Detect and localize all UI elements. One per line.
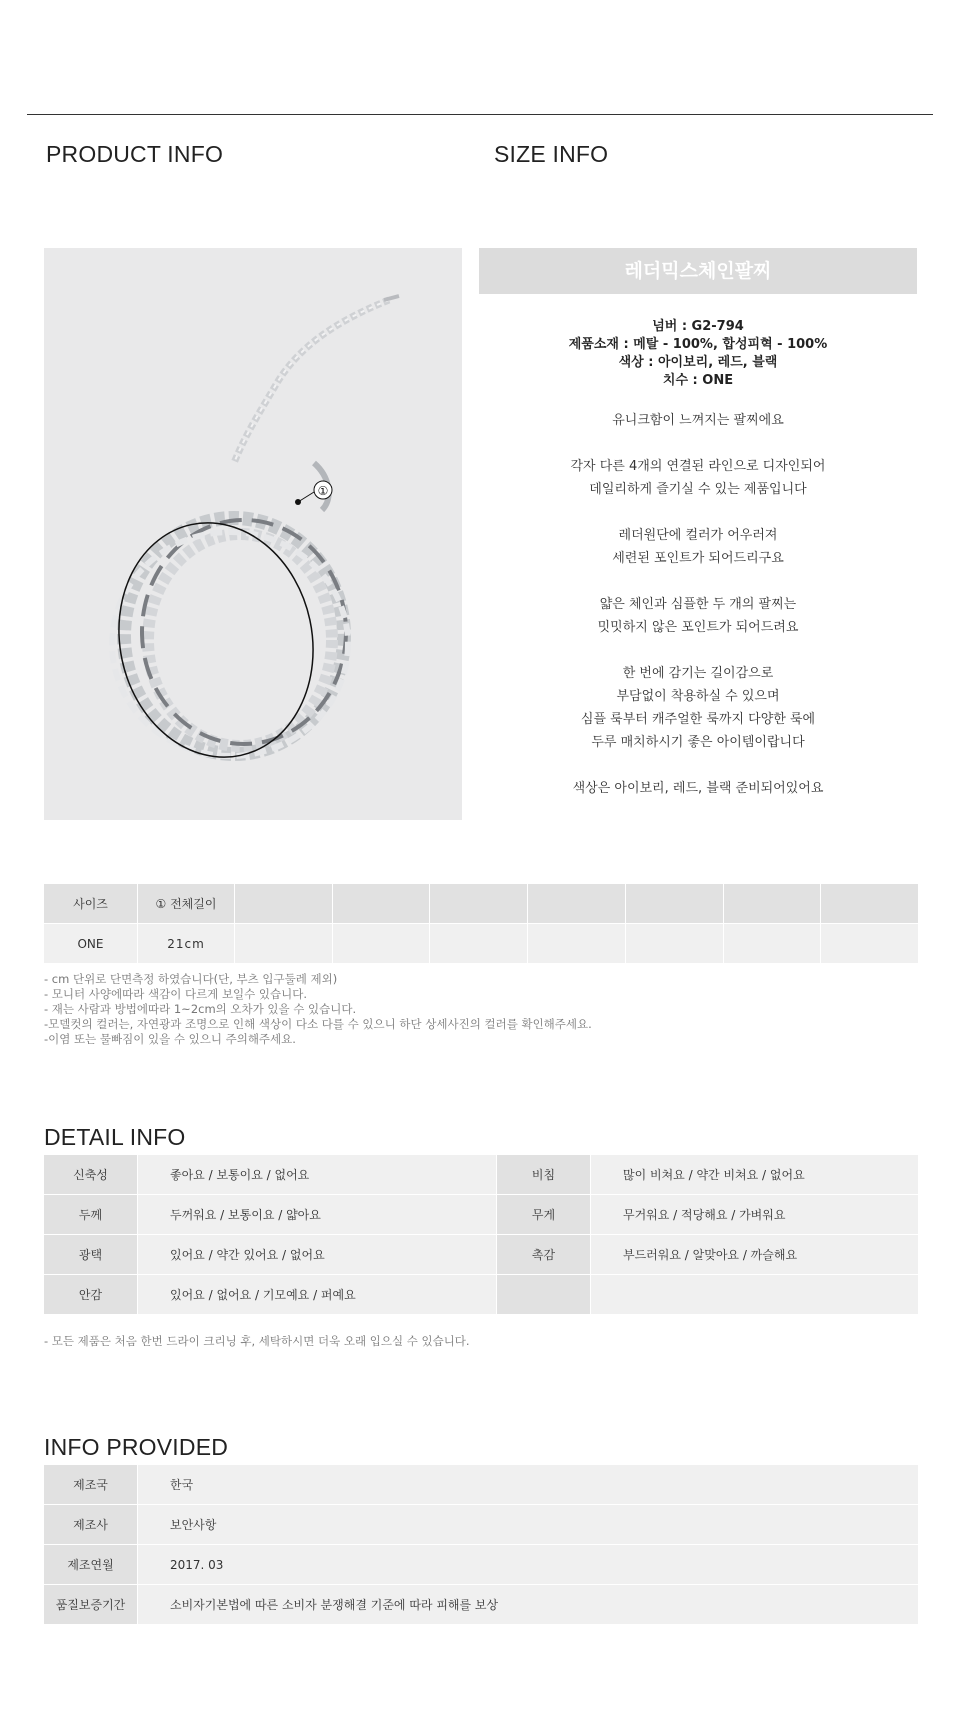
info-value: 보안사항: [138, 1505, 918, 1544]
size-cell: [626, 924, 723, 963]
detail-row: [44, 1195, 918, 1234]
bracelet-image: [44, 248, 462, 820]
size-header-cell: [724, 884, 821, 923]
info-value: 소비자기본법에 따른 소비자 분쟁해결 기준에 따라 피해를 보상: [138, 1585, 918, 1624]
detail-row: [44, 1155, 918, 1194]
info-label: 품질보증기간: [44, 1585, 137, 1624]
desc-paragraph: 한 번에 감기는 길이감으로 부담없이 착용하실 수 있으며 심플 룩부터 캐주얼한 룩까지 다양한 룩에 두루 매치하시기 좋은 아이템이랍니다: [580, 666, 816, 750]
desc-paragraph: 유니크함이 느껴지는 팔찌에요: [612, 413, 784, 428]
info-provided-heading: INFO PROVIDED: [44, 1434, 229, 1460]
detail-label: 비침: [497, 1155, 590, 1194]
detail-info-heading: DETAIL INFO: [44, 1124, 186, 1150]
product-material: 제품소재 : 메탈 - 100%, 합성피혁 - 100%: [568, 337, 828, 352]
info-label: 제조국: [44, 1465, 137, 1504]
info-value: 한국: [138, 1465, 918, 1504]
detail-value: 부드러워요 / 알맞아요 / 까슬해요: [591, 1235, 918, 1274]
detail-label: 무게: [497, 1195, 590, 1234]
size-note: -이염 또는 물빠짐이 있을 수 있으니 주의해주세요.: [44, 1032, 296, 1046]
size-header-cell: [821, 884, 918, 923]
desc-paragraph: 레더원단에 컬러가 어우러져 세련된 포인트가 되어드리구요: [612, 528, 784, 566]
size-cell: [724, 924, 821, 963]
size-header-cell: 사이즈: [44, 884, 137, 923]
size-table-header: [44, 884, 918, 923]
info-row: [44, 1545, 918, 1584]
info-label: 제조사: [44, 1505, 137, 1544]
size-note: - 모니터 사양에따라 색감이 다르게 보일수 있습니다.: [44, 987, 308, 1001]
detail-label: [497, 1275, 590, 1314]
detail-row: [44, 1275, 918, 1314]
size-header-cell: ① 전체길이: [138, 884, 234, 923]
detail-row: [44, 1235, 918, 1274]
size-cell: [333, 924, 430, 963]
size-header-cell: [528, 884, 625, 923]
info-row: [44, 1585, 918, 1624]
desc-paragraph: 색상은 아이보리, 레드, 블랙 준비되어있어요: [572, 781, 824, 796]
product-info-heading: PRODUCT INFO: [46, 141, 224, 167]
detail-label: 촉감: [497, 1235, 590, 1274]
desc-paragraph: 얇은 체인과 심플한 두 개의 팔찌는 밋밋하지 않은 포인트가 되어드려요: [597, 597, 799, 635]
size-cell: [235, 924, 332, 963]
top-divider: [27, 114, 933, 115]
detail-value: [591, 1275, 918, 1314]
detail-value: 좋아요 / 보통이요 / 없어요: [138, 1155, 496, 1194]
photo-marker: ①: [317, 484, 329, 498]
size-cell: 21cm: [138, 924, 234, 963]
product-photo: [44, 248, 462, 820]
product-description: [479, 409, 917, 823]
size-note: - 재는 사람과 방법에따라 1~2cm의 오차가 있을 수 있습니다.: [44, 1002, 357, 1016]
desc-paragraph: 각자 다른 4개의 연결된 라인으로 디자인되어 데일리하게 즐기실 수 있는 제품입니다: [570, 459, 826, 497]
size-cell: [430, 924, 527, 963]
detail-label: 광택: [44, 1235, 137, 1274]
info-label: 제조연월: [44, 1545, 137, 1584]
size-table-row: [44, 924, 918, 963]
size-info-heading: SIZE INFO: [494, 141, 609, 167]
info-row: [44, 1505, 918, 1544]
size-header-cell: [626, 884, 723, 923]
size-cell: ONE: [44, 924, 137, 963]
detail-value: 있어요 / 없어요 / 기모예요 / 퍼예요: [138, 1275, 496, 1314]
product-name-bar: 레더믹스체인팔찌: [479, 248, 917, 294]
info-table: [43, 1464, 919, 1625]
size-note: - cm 단위로 단면측정 하였습니다(단, 부츠 입구둘레 제외): [44, 972, 338, 986]
size-header-cell: [430, 884, 527, 923]
size-header-cell: [235, 884, 332, 923]
size-table: [43, 883, 919, 964]
detail-value: 두꺼워요 / 보통이요 / 얇아요: [138, 1195, 496, 1234]
product-size: 치수 : ONE: [662, 373, 734, 388]
detail-value: 있어요 / 약간 있어요 / 없어요: [138, 1235, 496, 1274]
size-header-cell: [333, 884, 430, 923]
info-value: 2017. 03: [138, 1545, 918, 1584]
detail-label: 신축성: [44, 1155, 137, 1194]
detail-note: - 모든 제품은 처음 한번 드라이 크리닝 후, 세탁하시면 더욱 오래 입으실 수 있습니다.: [44, 1334, 470, 1348]
detail-label: 두께: [44, 1195, 137, 1234]
detail-value: 무거워요 / 적당해요 / 가벼워요: [591, 1195, 918, 1234]
product-number: 넘버 : G2-794: [652, 319, 744, 334]
size-notes: [44, 972, 592, 1047]
info-row: [44, 1465, 918, 1504]
size-cell: [528, 924, 625, 963]
detail-value: 많이 비쳐요 / 약간 비쳐요 / 없어요: [591, 1155, 918, 1194]
detail-table: [43, 1154, 919, 1315]
product-spec: [479, 318, 917, 390]
detail-label: 안감: [44, 1275, 137, 1314]
product-color: 색상 : 아이보리, 레드, 블랙: [618, 355, 778, 370]
size-cell: [821, 924, 918, 963]
size-note: -모델컷의 컬러는, 자연광과 조명으로 인해 색상이 다소 다를 수 있으니 하단 상세사진의 컬러를 확인해주세요.: [44, 1017, 592, 1031]
